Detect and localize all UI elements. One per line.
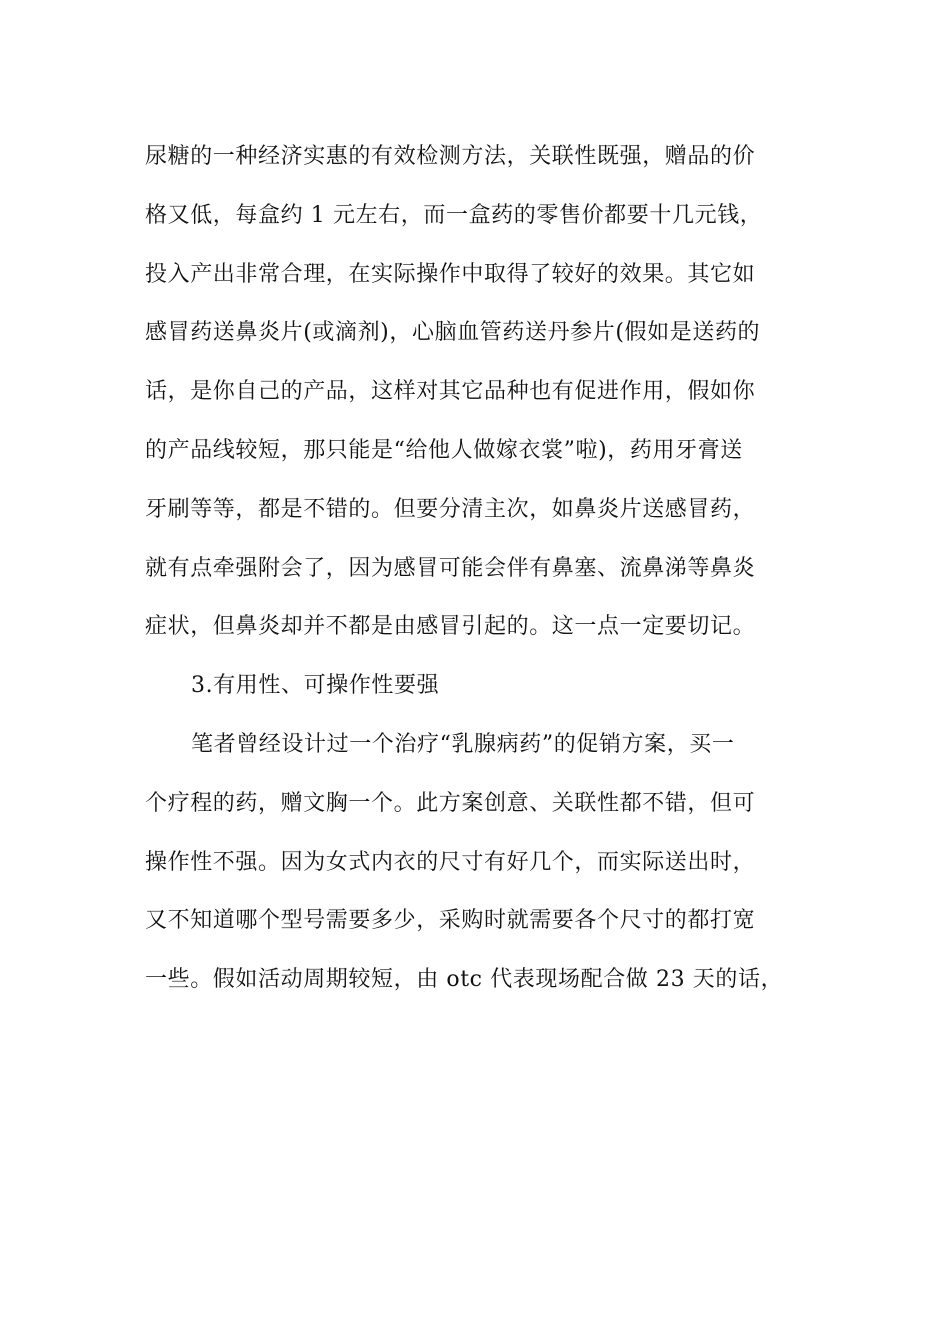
text-line: 话，是你自己的产品，这样对其它品种也有促进作用，假如你 — [145, 379, 756, 405]
body-text — [145, 128, 810, 1010]
text-line: 又不知道哪个型号需要多少，采购时就需要各个尺寸的都打宽 — [145, 908, 756, 934]
text-line: 的产品线较短，那只能是“给他人做嫁衣裳”啦)，药用牙膏送 — [145, 437, 743, 463]
text-line: 感冒药送鼻炎片(或滴剂)，心脑血管药送丹参片(假如是送药的 — [145, 320, 761, 346]
text-line: 尿糖的一种经济实惠的有效检测方法，关联性既强，赠品的价 — [145, 144, 756, 169]
text-line: 症状，但鼻炎却并不都是由感冒引起的。这一点一定要切记。 — [145, 614, 756, 640]
paragraph-first-line: 笔者曾经设计过一个治疗“乳腺病药”的促销方案，买一 — [191, 731, 735, 757]
text-line: 投入产出非常合理，在实际操作中取得了较好的效果。其它如 — [145, 261, 756, 287]
text-line: 操作性不强。因为女式内衣的尺寸有好几个，而实际送出时， — [145, 849, 756, 875]
text-line: 就有点牵强附会了，因为感冒可能会伴有鼻塞、流鼻涕等鼻炎 — [145, 555, 756, 581]
text-line: 一些。假如活动周期较短，由 otc 代表现场配合做 23 天的话， — [145, 967, 784, 993]
text-line: 个疗程的药，赠文胸一个。此方案创意、关联性都不错，但可 — [145, 790, 756, 816]
text-line: 牙刷等等，都是不错的。但要分清主次，如鼻炎片送感冒药， — [145, 496, 756, 522]
section-heading: 3.有用性、可操作性要强 — [191, 673, 440, 699]
text-line: 格又低，每盒约 1 元左右，而一盒药的零售价都要十几元钱， — [145, 202, 763, 228]
